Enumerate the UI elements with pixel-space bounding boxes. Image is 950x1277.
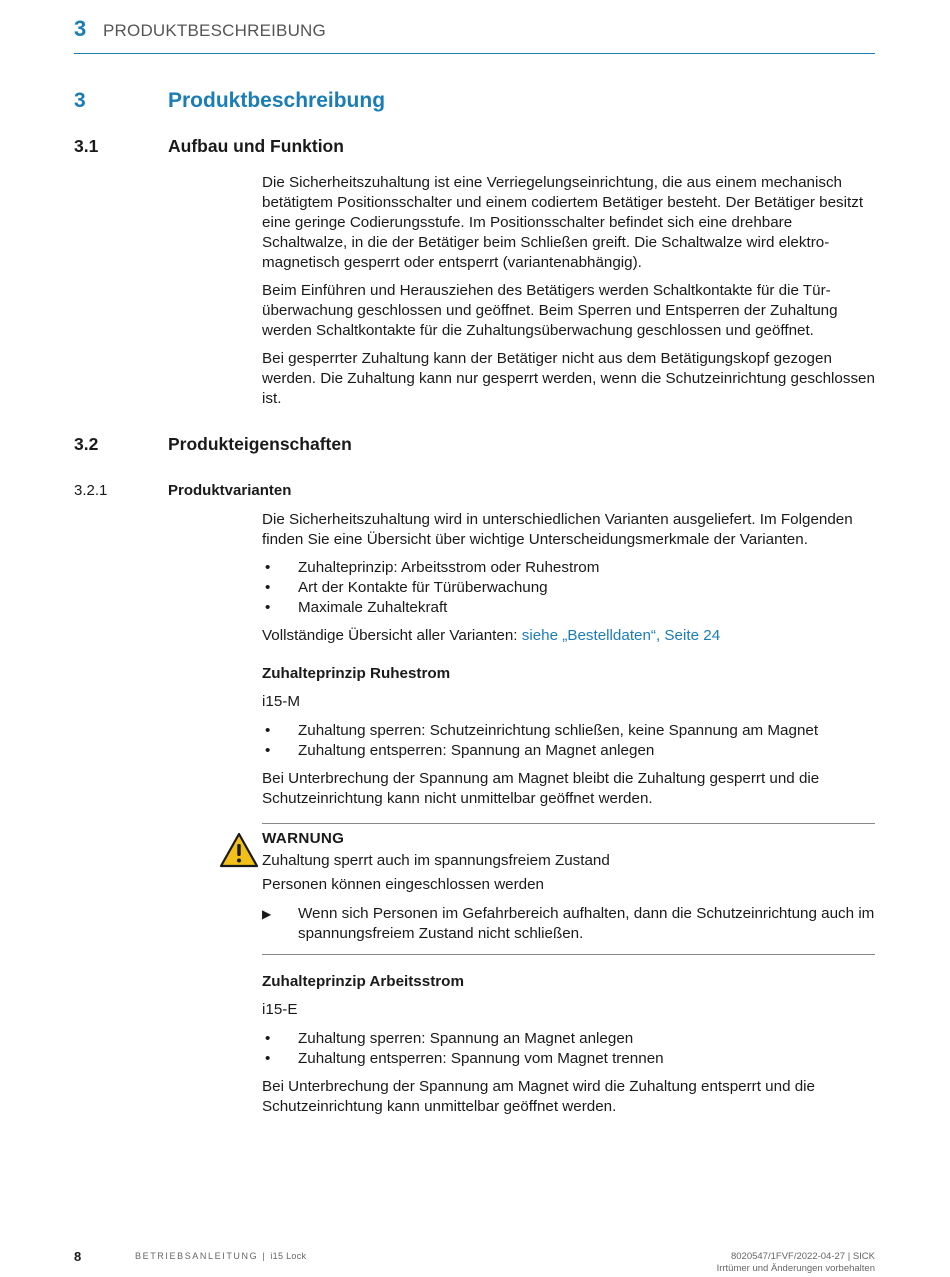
footer-right — [717, 1251, 875, 1275]
warning-action-step — [262, 904, 875, 944]
warning-consequence: Personen können eingeschlossen werden — [262, 876, 545, 893]
subsection-3-1-title: Aufbau und Funktion — [168, 136, 344, 156]
order-data-link[interactable]: siehe „Bestelldaten“, Seite 24 — [521, 627, 721, 644]
warning-hazard: Zuhaltung sperrt auch im spannungsfreiem Zustand — [262, 852, 610, 869]
warning-triangle-icon — [219, 832, 259, 868]
variant-features-list — [262, 558, 875, 618]
variants-body — [262, 510, 875, 654]
footer-document-title — [135, 1251, 306, 1261]
warning-bottom-rule — [262, 954, 875, 955]
paragraph: Beim Einführen und Herausziehen des Betätigers werden Schaltkontakte für die Türüberwachung geschlossen und geöffnet. Beim Sperren und Entsperren der Zuhaltung werden Schaltkontakte für die Zuhaltungsüberwachung geschlossen und geöffnet. — [262, 282, 838, 339]
arbeitsstrom-heading: Zuhalteprinzip Arbeitsstrom — [262, 973, 464, 990]
warning-top-rule — [262, 823, 875, 824]
paragraph: Bei gesperrter Zuhaltung kann der Betätiger nicht aus dem Betätigungskopf gezogen werden. Die Zuhaltung kann nur gesperrt werden, wenn die Schutzeinrichtung geschlossen ist. — [262, 350, 875, 407]
paragraph: Die Sicherheitszuhaltung ist eine Verriegelungseinrichtung, die aus einem mechanisch betätigtem Positionsschalter und einem codiertem Betätiger besteht. Der Betätiger besitzt eine geringe Codierungsstufe. Im Positionsschalter befindet sich eine drehbare Schaltwalze, in die der Betätiger beim Schließen greift. Die Schaltwalze wird elektromagnetisch gesperrt oder entsperrt (variantenabhängig). — [262, 174, 864, 271]
subsection-3-1-body — [262, 173, 875, 417]
arbeitsstrom-text: Bei Unterbrechung der Spannung am Magnet wird die Zuhaltung entsperrt und die Schutzeinrichtung kann unmittelbar geöffnet werden. — [262, 1078, 816, 1115]
footer-separator: | — [258, 1251, 271, 1261]
ruhestrom-model: i15-M — [262, 693, 300, 710]
list-item: • Zuhaltung entsperren: Spannung an Magnet anlegen — [262, 741, 875, 761]
variants-intro: Die Sicherheitszuhaltung wird in unterschiedlichen Varianten ausgeliefert. Im Folgenden finden Sie eine Übersicht über wichtige Unterscheidungsmerkmale der Varianten. — [262, 511, 853, 548]
list-item: • Zuhaltung sperren: Spannung an Magnet anlegen — [262, 1029, 875, 1049]
page-number: 8 — [74, 1249, 82, 1264]
arbeitsstrom-model: i15-E — [262, 1001, 298, 1018]
section-title: Produktbeschreibung — [168, 89, 386, 112]
list-item: • Zuhalteprinzip: Arbeitsstrom oder Ruhestrom — [262, 558, 875, 578]
warning-action-text: Wenn sich Personen im Gefahrbereich aufhalten, dann die Schutzeinrichtung auch im spannungsfreiem Zustand nicht schließen. — [298, 905, 875, 942]
footer-product: i15 Lock — [270, 1251, 307, 1261]
footer-doc-id: 8020547/1FVF/2022-04-27 | SICK — [730, 1251, 875, 1262]
subsection-3-2-number: 3.2 — [74, 434, 99, 454]
overview-text: Vollständige Übersicht aller Varianten: — [262, 627, 522, 644]
subsection-3-2-1-number: 3.2.1 — [74, 482, 108, 499]
arbeitsstrom-body — [262, 1029, 875, 1125]
subsection-3-1-number: 3.1 — [74, 136, 99, 156]
action-arrow-icon: ▶ — [262, 907, 272, 921]
warning-title: WARNUNG — [262, 830, 345, 847]
header-divider — [74, 53, 875, 54]
ruhestrom-heading: Zuhalteprinzip Ruhestrom — [262, 665, 451, 682]
list-item: • Maximale Zuhaltekraft — [262, 598, 875, 618]
list-item: • Zuhaltung sperren: Schutzeinrichtung schließen, keine Spannung am Magnet — [262, 721, 875, 741]
footer-disclaimer: Irrtümer und Änderungen vorbehalten — [716, 1263, 875, 1274]
footer-doc-type: BETRIEBSANLEITUNG — [135, 1251, 259, 1261]
section-number: 3 — [74, 89, 86, 112]
subsection-3-2-1-title: Produktvarianten — [168, 482, 292, 499]
list-item: • Art der Kontakte für Türüberwachung — [262, 578, 875, 598]
list-item: • Zuhaltung entsperren: Spannung vom Magnet trennen — [262, 1049, 875, 1069]
overview-line — [262, 626, 875, 646]
ruhestrom-text: Bei Unterbrechung der Spannung am Magnet bleibt die Zuhaltung gesperrt und die Schutzeinrichtung kann nicht unmittelbar geöffnet werden. — [262, 770, 820, 807]
ruhestrom-list — [262, 721, 875, 761]
subsection-3-2-title: Produkteigenschaften — [168, 434, 352, 454]
header-chapter-title: PRODUKTBESCHREIBUNG — [103, 21, 326, 40]
arbeitsstrom-list — [262, 1029, 875, 1069]
ruhestrom-body — [262, 721, 875, 817]
header-chapter-number: 3 — [74, 16, 87, 41]
